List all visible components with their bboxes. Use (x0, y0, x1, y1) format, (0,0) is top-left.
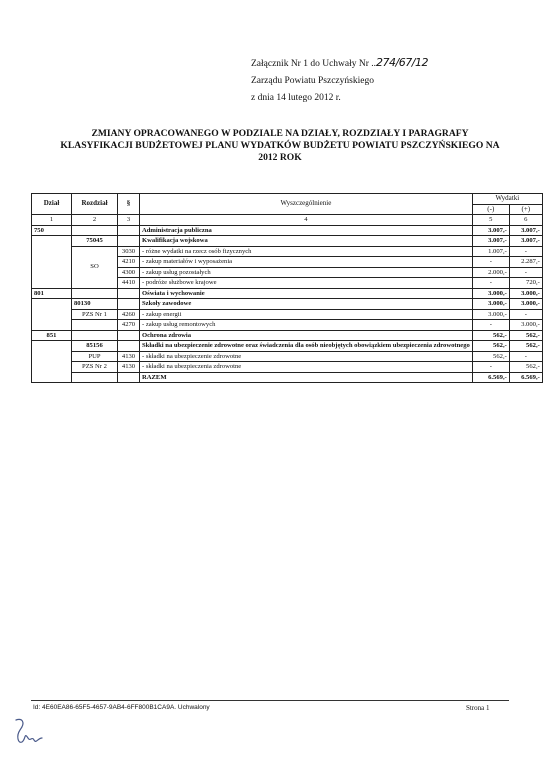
header-paragraf: § (118, 194, 140, 215)
table-row (32, 236, 543, 247)
desc-cell: - składki na ubezpieczenie zdrowotne (140, 351, 473, 362)
dzial-cell: 750 (32, 225, 72, 236)
table-row (32, 299, 543, 310)
plus-cell: - (509, 309, 542, 320)
paragraf-cell (118, 372, 140, 383)
column-number-row (32, 215, 543, 226)
minus-cell: 1.007,- (472, 246, 509, 257)
plus-cell: 3.007,- (509, 225, 542, 236)
footer-page-number: Strona 1 (466, 704, 490, 712)
table-total-row (32, 372, 543, 383)
header-rozdzial: Rozdział (72, 194, 118, 215)
plus-cell: 720,- (509, 278, 542, 289)
handwritten-initials-signature (10, 714, 46, 750)
total-plus: 6.569,- (509, 372, 542, 383)
unit-cell: PZS Nr 1 (72, 309, 118, 320)
paragraf-cell: 3030 (118, 246, 140, 257)
dzial-cell (32, 299, 72, 331)
minus-cell: - (472, 257, 509, 268)
plus-cell: 562,- (509, 341, 542, 352)
rozdzial-cell (72, 330, 118, 341)
paragraf-cell: 4130 (118, 351, 140, 362)
dzial-cell: 801 (32, 288, 72, 299)
desc-cell: Szkoły zawodowe (140, 299, 473, 310)
desc-cell: Składki na ubezpieczenie zdrowotne oraz świadczenia dla osób nieobjętych obowiązkiem ubezpieczenia zdrowotnego (140, 341, 473, 352)
col-number: 1 (32, 215, 72, 226)
table-row (32, 246, 543, 257)
col-number: 4 (140, 215, 473, 226)
plus-cell: - (509, 351, 542, 362)
paragraf-cell (118, 341, 140, 352)
paragraf-cell (118, 288, 140, 299)
rozdzial-cell (72, 372, 118, 383)
table-row (32, 341, 543, 352)
header-wydatki: Wydatki (472, 194, 542, 205)
table-row (32, 330, 543, 341)
header-minus: (-) (472, 204, 509, 215)
dzial-cell (32, 236, 72, 289)
plus-cell: 2.287,- (509, 257, 542, 268)
unit-cell: PUP (72, 351, 118, 362)
header-wyszczegolnienie: Wyszczególnienie (140, 194, 473, 215)
header-resolution-label: Załącznik Nr 1 do Uchwały Nr .. (251, 59, 377, 69)
minus-cell: - (472, 278, 509, 289)
header-line-1 (251, 54, 428, 73)
col-number: 5 (472, 215, 509, 226)
paragraf-cell (118, 299, 140, 310)
header-line-2: Zarządu Powiatu Pszczyńskiego (251, 76, 374, 86)
minus-cell: 562,- (472, 341, 509, 352)
footer-divider (31, 700, 509, 701)
desc-cell: - zakup usług remontowych (140, 320, 473, 331)
table-row (32, 309, 543, 320)
unit-cell: SO (72, 246, 118, 288)
header-dzial: Dział (32, 194, 72, 215)
paragraf-cell: 4410 (118, 278, 140, 289)
desc-cell: - podróże służbowe krajowe (140, 278, 473, 289)
paragraf-cell (118, 225, 140, 236)
document-title (30, 128, 530, 164)
minus-cell: - (472, 362, 509, 373)
paragraf-cell: 4300 (118, 267, 140, 278)
minus-cell: 3.000,- (472, 299, 509, 310)
rozdzial-cell: 85156 (72, 341, 118, 352)
desc-cell: Oświata i wychowanie (140, 288, 473, 299)
dzial-cell: 851 (32, 330, 72, 341)
table-header-row (32, 194, 543, 205)
table-row (32, 320, 543, 331)
paragraf-cell (118, 330, 140, 341)
unit-cell (72, 320, 118, 331)
title-line-1: ZMIANY OPRACOWANEGO W PODZIALE NA DZIAŁY, ROZDZIAŁY I PARAGRAFY (91, 128, 469, 139)
minus-cell: 562,- (472, 330, 509, 341)
plus-cell: - (509, 246, 542, 257)
desc-cell: - zakup usług pozostałych (140, 267, 473, 278)
plus-cell: 3.000,- (509, 299, 542, 310)
minus-cell: 3.000,- (472, 288, 509, 299)
paragraf-cell: 4210 (118, 257, 140, 268)
table-row (32, 288, 543, 299)
paragraf-cell: 4130 (118, 362, 140, 373)
col-number: 2 (72, 215, 118, 226)
title-line-2: KLASYFIKACJI BUDŻETOWEJ PLANU WYDATKÓW BUDŻETU POWIATU PSZCZYŃSKIEGO NA (60, 140, 500, 151)
rozdzial-cell (72, 288, 118, 299)
paragraf-cell (118, 236, 140, 247)
desc-cell: - różne wydatki na rzecz osób fizycznych (140, 246, 473, 257)
rozdzial-cell: 80130 (72, 299, 118, 310)
footer-document-id: Id: 4E60EA86-65F5-4657-9AB4-6FF800B1CA9A. Uchwalony (33, 704, 210, 711)
total-label: RAZEM (140, 372, 473, 383)
paragraf-cell: 4270 (118, 320, 140, 331)
desc-cell: - składki na ubezpieczenia zdrowotne (140, 362, 473, 373)
plus-cell: 562,- (509, 330, 542, 341)
plus-cell: 3.000,- (509, 320, 542, 331)
minus-cell: 3.007,- (472, 225, 509, 236)
unit-cell: PZS Nr 2 (72, 362, 118, 373)
minus-cell: - (472, 320, 509, 331)
desc-cell: Administracja publiczna (140, 225, 473, 236)
desc-cell: Kwalifikacja wojskowa (140, 236, 473, 247)
plus-cell: 562,- (509, 362, 542, 373)
minus-cell: 562,- (472, 351, 509, 362)
desc-cell: - zakup materiałów i wyposażenia (140, 257, 473, 268)
table-row (32, 351, 543, 362)
rozdzial-cell (72, 225, 118, 236)
total-minus: 6.569,- (472, 372, 509, 383)
plus-cell: - (509, 267, 542, 278)
paragraf-cell: 4260 (118, 309, 140, 320)
header-plus: (+) (509, 204, 542, 215)
header-line-3: z dnia 14 lutego 2012 r. (251, 93, 341, 103)
rozdzial-cell: 75045 (72, 236, 118, 247)
budget-changes-table (31, 193, 543, 383)
handwritten-resolution-number: 274/67/12 (376, 56, 428, 69)
plus-cell: 3.007,- (509, 236, 542, 247)
minus-cell: 3.007,- (472, 236, 509, 247)
minus-cell: 2.000,- (472, 267, 509, 278)
dzial-cell (32, 341, 72, 383)
desc-cell: Ochrona zdrowia (140, 330, 473, 341)
table-row (32, 362, 543, 373)
col-number: 6 (509, 215, 542, 226)
title-line-3: 2012 ROK (258, 152, 302, 163)
table-row (32, 225, 543, 236)
plus-cell: 3.000,- (509, 288, 542, 299)
col-number: 3 (118, 215, 140, 226)
attachment-header (251, 54, 428, 107)
desc-cell: - zakup energii (140, 309, 473, 320)
minus-cell: 3.000,- (472, 309, 509, 320)
